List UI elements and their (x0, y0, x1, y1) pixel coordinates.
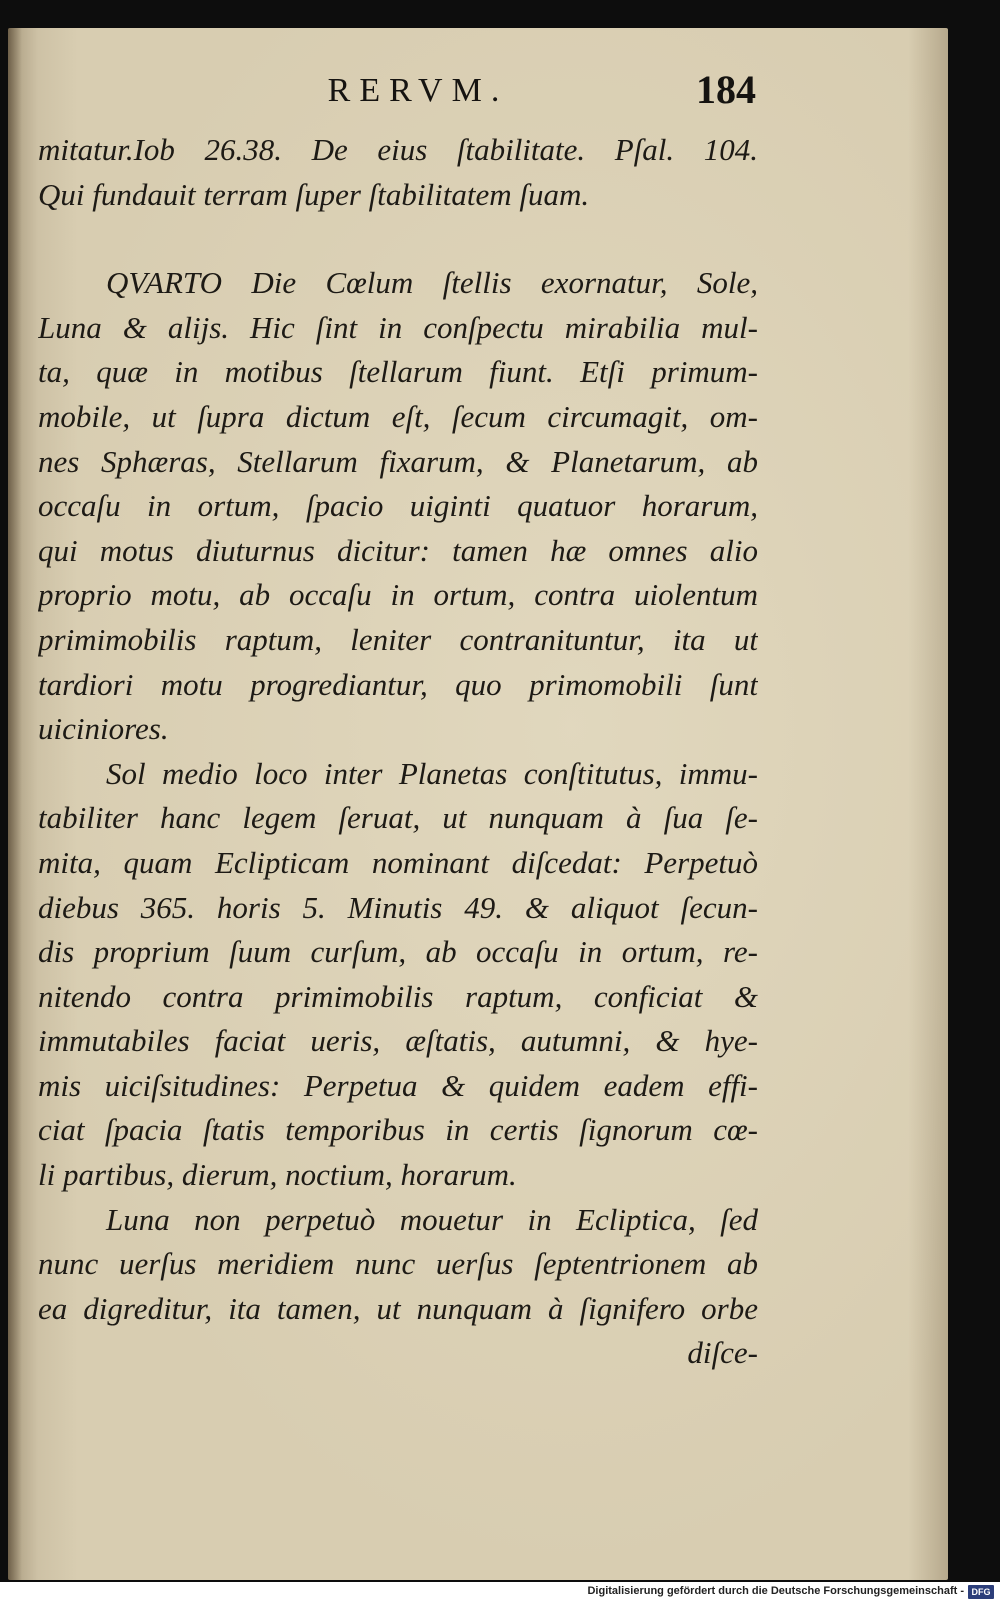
text-line: tardiori motu progrediantur, quo primomobili ſunt (38, 666, 758, 702)
book-page (8, 28, 948, 1580)
text-line: nunc uerſus meridiem nunc uerſus ſeptentrionem ab (38, 1246, 758, 1282)
text-line: Qui fundauit terram ſuper ſtabilitatem ſuam. (38, 176, 590, 212)
page-number: 184 (696, 67, 756, 112)
text-line: immutabiles faciat ueris, æſtatis, autumni, & hye- (38, 1023, 758, 1059)
catchword: diſce- (687, 1335, 758, 1371)
text-line: nitendo contra primimobilis raptum, conficiat & (38, 978, 758, 1014)
paragraph-gap (38, 217, 758, 261)
funding-credit: Digitalisierung gefördert durch die Deutsche Forschungsgemeinschaft - (587, 1585, 964, 1597)
text-line: qui motus diuturnus dicitur: tamen hæ omnes alio (38, 532, 758, 568)
text-line: mitatur.Iob 26.38. De eius ſtabilitate. Pſal. 104. (38, 132, 758, 167)
dfg-logo-icon: DFG (968, 1585, 994, 1599)
text-line: mobile, ut ſupra dictum eſt, ſecum circumagit, om- (38, 398, 758, 434)
text-line: mis uiciſsitudines: Perpetua & quidem eadem effi- (38, 1067, 758, 1103)
text-block (38, 128, 758, 1376)
text-line: uiciniores. (38, 711, 169, 747)
text-line: ea digreditur, ita tamen, ut nunquam à ſignifero orbe (38, 1290, 758, 1326)
text-line: li partibus, dierum, noctium, horarum. (38, 1157, 517, 1193)
text-line: ta, quæ in motibus ſtellarum fiunt. Etſi primum- (38, 354, 758, 390)
running-head: RERVM. (327, 72, 509, 109)
text-line: primimobilis raptum, leniter contranituntur, ita ut (38, 621, 758, 657)
text-line: diebus 365. horis 5. Minutis 49. & aliquot ſecun- (38, 889, 758, 925)
text-line: nes Sphæras, Stellarum fixarum, & Planetarum, ab (38, 443, 758, 479)
text-line: Sol medio loco inter Planetas conſtitutus, immu- (106, 755, 758, 791)
footer-bar (0, 1582, 1000, 1604)
text-line: mita, quam Eclipticam nominant diſcedat: Perpetuò (38, 844, 758, 880)
text-line: occaſu in ortum, ſpacio uiginti quatuor horarum, (38, 488, 758, 524)
page-content (8, 28, 948, 1580)
text-line: proprio motu, ab occaſu in ortum, contra uiolentum (38, 577, 758, 613)
text-line: ciat ſpacia ſtatis temporibus in certis ſignorum cœ- (38, 1112, 758, 1148)
text-line: dis proprium ſuum curſum, ab occaſu in ortum, re- (38, 934, 758, 970)
text-line: tabiliter hanc legem ſeruat, ut nunquam à ſua ſe- (38, 800, 758, 836)
text-line: QVARTO Die Cœlum ſtellis exornatur, Sole, (106, 265, 758, 301)
text-line: Luna & alijs. Hic ſint in conſpectu mirabilia mul- (38, 309, 758, 345)
text-line: Luna non perpetuò mouetur in Ecliptica, ſed (106, 1201, 758, 1237)
